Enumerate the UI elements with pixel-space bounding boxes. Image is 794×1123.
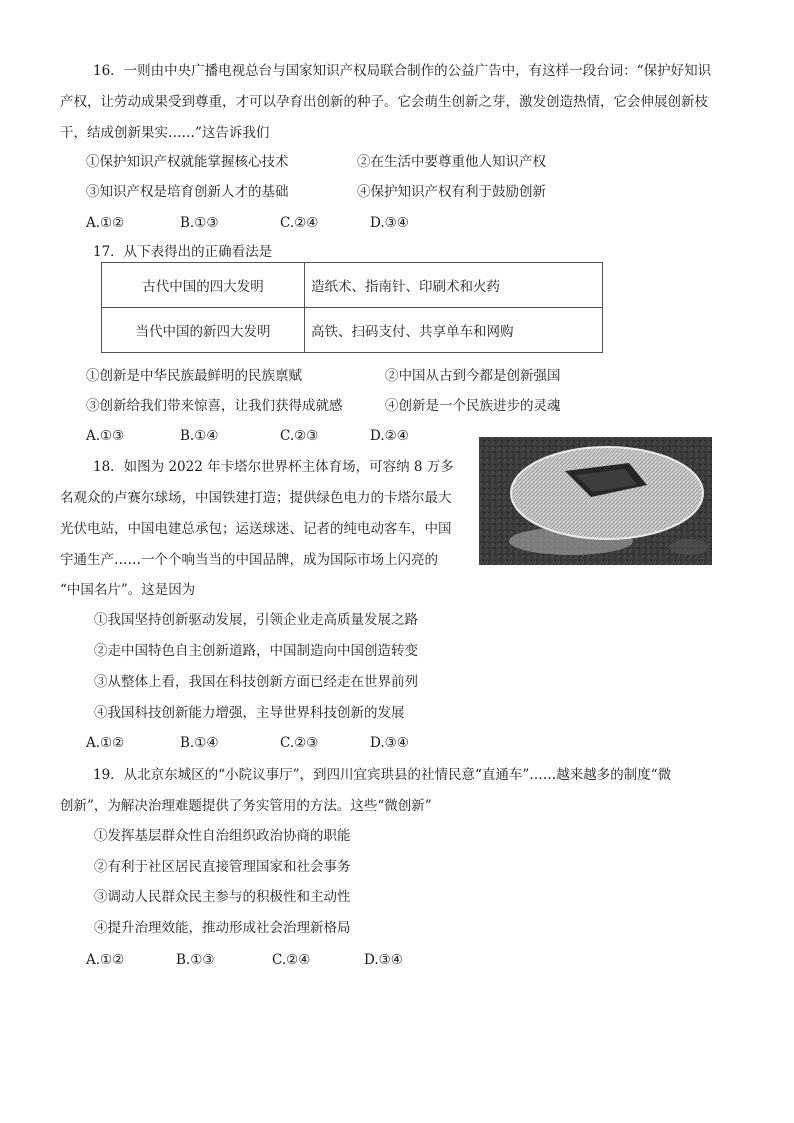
- q17-option-3: ③创新给我们带来惊喜，让我们获得成就感: [86, 398, 343, 414]
- table-cell: 高铁、扫码支付、共享单车和网购: [305, 308, 603, 353]
- q18-option-1: ①我国坚持创新驱动发展，引领企业走高质量发展之路: [94, 612, 418, 628]
- q16-option-1: ①保护知识产权就能掌握核心技术: [86, 154, 289, 170]
- q19-option-2: ②有利于社区居民直接管理国家和社会事务: [94, 859, 351, 875]
- inventions-table: [101, 262, 603, 353]
- q16-choice-d[interactable]: D.③④: [370, 215, 409, 231]
- q18-stem-line-5: “中国名片”。这是因为: [60, 582, 196, 598]
- q19-choice-d[interactable]: D.③④: [364, 952, 403, 968]
- q16-stem-line-3: 干，结成创新果实……”这告诉我们: [60, 125, 270, 141]
- q17-choice-b[interactable]: B.①④: [180, 428, 219, 444]
- q19-choice-a[interactable]: A.①②: [86, 952, 125, 968]
- q19-stem-line-1: 19．从北京东城区的“小院议事厅”，到四川宜宾珙县的社情民意“直通车”……越来越多的制度“微: [93, 767, 672, 783]
- q18-choice-c[interactable]: C.②③: [280, 735, 319, 751]
- q19-option-3: ③调动人民群众民主参与的积极性和主动性: [94, 889, 351, 905]
- q16-option-4: ④保护知识产权有利于鼓励创新: [357, 184, 546, 200]
- q18-stem-line-1: 18．如图为 2022 年卡塔尔世界杯主体育场，可容纳 8 万多: [93, 459, 454, 475]
- q19-choice-b[interactable]: B.①③: [176, 952, 215, 968]
- q18-stem-line-4: 宇通生产……一个个响当当的中国品牌，成为国际市场上闪亮的: [60, 552, 438, 568]
- q17-stem: 17．从下表得出的正确看法是: [93, 244, 273, 260]
- table-cell: 造纸术、指南针、印刷术和火药: [305, 263, 603, 308]
- q18-stem-line-2: 名观众的卢赛尔球场，中国铁建打造；提供绿色电力的卡塔尔最大: [60, 490, 452, 506]
- q16-option-2: ②在生活中要尊重他人知识产权: [357, 154, 546, 170]
- table-row: [102, 308, 603, 353]
- q17-option-1: ①创新是中华民族最鲜明的民族禀赋: [86, 368, 302, 384]
- q16-option-3: ③知识产权是培育创新人才的基础: [86, 184, 289, 200]
- q17-option-2: ②中国从古到今都是创新强国: [385, 368, 561, 384]
- q17-option-4: ④创新是一个民族进步的灵魂: [385, 398, 561, 414]
- q17-choice-c[interactable]: C.②③: [280, 428, 319, 444]
- table-row: [102, 263, 603, 308]
- table-cell: 当代中国的新四大发明: [102, 308, 305, 353]
- q16-choice-c[interactable]: C.②④: [280, 215, 319, 231]
- q18-choice-b[interactable]: B.①④: [180, 735, 219, 751]
- q19-stem-line-2: 创新”，为解决治理难题提供了务实管用的方法。这些“微创新”: [60, 798, 432, 814]
- q16-stem-line-2: 产权，让劳动成果受到尊重，才可以孕育出创新的种子。它会萌生创新之芽，激发创造热情，它会伸展创新枝: [60, 94, 708, 110]
- q18-option-4: ④我国科技创新能力增强，主导世界科技创新的发展: [94, 705, 405, 721]
- q16-stem-line-1: 16．一则由中央广播电视总台与国家知识产权局联合制作的公益广告中，有这样一段台词：“保护好知识: [93, 63, 712, 79]
- q19-option-4: ④提升治理效能，推动形成社会治理新格局: [94, 920, 351, 936]
- q17-choice-d[interactable]: D.②④: [370, 428, 409, 444]
- q16-choice-a[interactable]: A.①②: [86, 215, 125, 231]
- q18-option-2: ②走中国特色自主创新道路，中国制造向中国创造转变: [94, 643, 418, 659]
- q18-stem-line-3: 光伏电站，中国电建总承包；运送球迷、记者的纯电动客车，中国: [60, 521, 452, 537]
- q18-choice-d[interactable]: D.③④: [370, 735, 409, 751]
- q17-choice-a[interactable]: A.①③: [86, 428, 125, 444]
- q16-choice-b[interactable]: B.①③: [180, 215, 219, 231]
- q19-choice-c[interactable]: C.②④: [272, 952, 311, 968]
- stadium-photo: [479, 437, 712, 565]
- q19-option-1: ①发挥基层群众性自治组织政治协商的职能: [94, 828, 351, 844]
- table-cell: 古代中国的四大发明: [102, 263, 305, 308]
- q18-option-3: ③从整体上看，我国在科技创新方面已经走在世界前列: [94, 674, 418, 690]
- q18-choice-a[interactable]: A.①②: [86, 735, 125, 751]
